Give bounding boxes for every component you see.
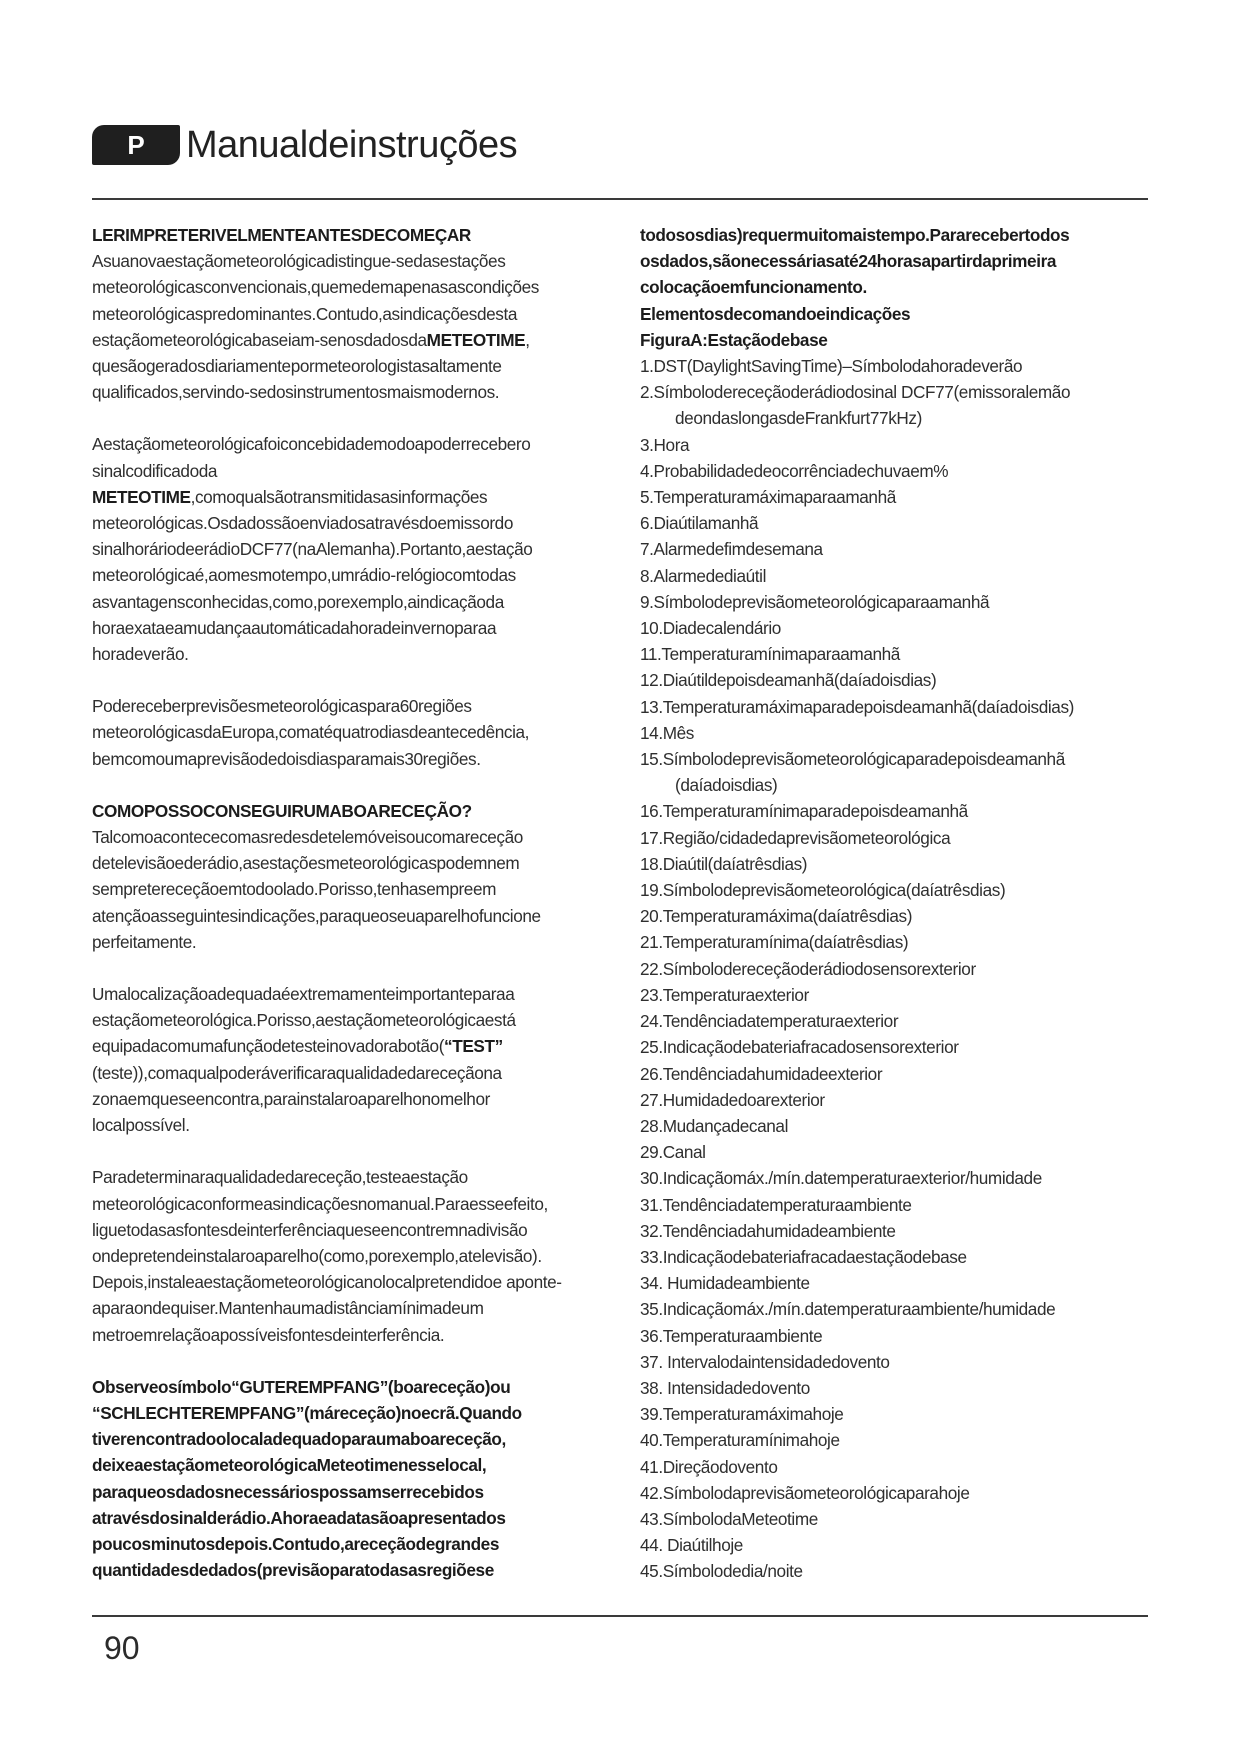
list-item: 36.Temperaturaambiente [640,1325,823,1346]
list-item: 3.Hora [640,434,690,455]
list-item: 1.DST(DaylightSavingTime)–Símbolodahoradeverão [640,356,1023,377]
list-item: 38. Intensidadedovento [640,1377,810,1398]
list-item: 31.Tendênciadatemperaturaambiente [640,1194,912,1215]
list-item: 33.Indicaçãodebateriafracadaestaçãodebase [640,1246,967,1267]
list-item: 18.Diaútil(daíatrêsdias) [640,853,808,874]
list-item: 7.Alarmedefimdesemana [640,539,823,560]
list-item: 28.Mudançadecanal [640,1115,789,1136]
reception-paragraph: Talcomoacontececomasredesdetelemóveisoucomareceção detelevisãoederádio,asestaçõesmeteorológicaspodemnem sempretereceçãoemtodoolado.Porisso,tenhasempreem atençãoasseguintesindicações,paraqueoseuaparelhofuncione perfeitamente. [92,827,541,952]
language-badge: P [92,125,180,165]
list-item: 24.Tendênciadatemperaturaexterior [640,1011,899,1032]
section-heading-read-first: LERIMPRETERIVELMENTEANTESDECOMEÇAR [92,225,471,245]
list-item: 16.Temperaturamínimaparadepoisdeamanhã [640,801,968,822]
list-item: 32.Tendênciadahumidadeambiente [640,1220,896,1241]
section-heading-reception: COMOPOSSOCONSEGUIRUMABOARECEÇÃO? [92,800,472,821]
list-item: 29.Canal [640,1142,706,1163]
list-item: 40.Temperaturamínimahoje [640,1430,840,1451]
list-item: 25.Indicaçãodebateriafracadosensorexterior [640,1037,959,1058]
reception-symbol-paragraph: Observeosímbolo“GUTEREMPFANG”(boareceção)ou “SCHLECHTEREMPFANG”(máreceção)noecrã.Quando tiverencontradoolocaladequadoparaumaboareceção, deixeaestaçãometeorológicaMeteotimenesselocal, paraqueosdadosnecessáriospossamserrecebidos atravésdosinalderádio.Ahoraeadatasãoapresentados poucosminutosdepois.Contudo,areceçãodegrandes quantidadesdedados(previsãoparatodasasregiõese [92,1376,522,1581]
list-item: 22.Símbolodereceçãoderádiodosensorexterior [640,958,976,979]
list-item: 8.Alarmedediaútil [640,565,767,586]
list-item: 2.Símbolodereceçãoderádiodosinal DCF77(emissoralemão deondaslongasdeFrankfurt77kHz) [640,382,1071,429]
right-column [640,222,1145,1585]
list-item: 5.Temperaturamáximaparaamanhã [640,487,896,508]
left-column [92,222,562,1583]
list-item: 15.Símbolodeprevisãometeorológicaparadepoisdeamanhã (daíadoisdias) [640,749,1065,796]
forecast-regions-paragraph: Podereceberprevisõesmeteorológicaspara60regiões meteorológicasdaEuropa,comatéquatrodiasdeantecedência, bemcomoumaprevisãodedoisdiasparamais30regiões. [92,696,530,769]
page-number: 90 [104,1630,140,1666]
list-item: 21.Temperaturamínima(daíatrêsdias) [640,932,909,953]
footer-divider [92,1615,1148,1617]
list-item: 34. Humidadeambiente [640,1273,810,1294]
list-item: 35.Indicaçãomáx./mín.datemperaturaambiente/humidade [640,1299,1056,1320]
list-item: 14.Mês [640,722,694,743]
list-item: 30.Indicaçãomáx./mín.datemperaturaexterior/humidade [640,1168,1042,1189]
meteotime-paragraph: Aestaçãometeorológicafoiconcebidademodoapoderrecebero sinalcodificadoda METEOTIME,comoqualsãotransmitidasasinformações meteorológicas.Osdadossãoenviadosatravésdoemissordo sinalhoráriodeerádioDCF77(naAlemanha).Portanto,aestação meteorológicaé,aomesmotempo,umrádio-relógiocomtodas asvantagensconhecidas,como,porexemplo,aindicaçãoda horaexataeamudançaautomáticadahoradeinvernoparaa horadeverão. [92,434,533,665]
list-item: 37. Intervalodaintensidadedovento [640,1351,890,1372]
figure-heading: FiguraA:Estaçãodebase [640,329,828,350]
list-item: 42.Símbolodaprevisãometeorológicaparahoje [640,1482,970,1503]
controls-list [640,353,1145,1585]
list-item: 20.Temperaturamáxima(daíatrêsdias) [640,906,913,927]
list-item: 6.Diaútilamanhã [640,513,759,534]
list-item: 41.Direçãodovento [640,1456,778,1477]
page-title: Manualdeinstruções [186,123,518,166]
list-item: 23.Temperaturaexterior [640,984,809,1005]
list-item: 13.Temperaturamáximaparadepoisdeamanhã(daíadoisdias) [640,696,1074,717]
interference-paragraph: Paradeterminaraqualidadedareceção,testeaestação meteorológicaconformeasindicaçõesnomanual.Paraesseefeito, liguetodasasfontesdeinterferênciaqueseencontremnadivisão ondepretendeinstalaroaparelho(como,porexemplo,atelevisão). Depois,instaleaestaçãometeorológicanolocalpretendidoe aponte-aparaondequiser.Mantenhaumadistânciamínimadeum metroemrelaçãoapossíveisfontesdeinterferência. [92,1167,562,1345]
section-heading-controls: Elementosdecomandoeindicações [640,303,911,324]
list-item: 12.Diaútildepoisdeamanhã(daíadoisdias) [640,670,937,691]
list-item: 27.Humidadedoarexterior [640,1089,825,1110]
continued-paragraph: todososdias)requermuitomaistempo.Pararecebertodos osdados,sãonecessáriasaté24horasapartirdaprimeira colocaçãoemfuncionamento. [640,225,1070,298]
intro-paragraph: Asuanovaestaçãometeorológicadistingue-sedasestações meteorológicasconvencionais,quemedemapenasascondições meteorológicaspredominantes.Contudo,asindicaçõesdesta estaçãometeorológicabaseiam-senosdadosdaMETEOTIME, quesãogeradosdiariamentepormeteorologistasaltamente qualificados,servindo-sedosinstrumentosmaismodernos. [92,251,539,403]
list-item: 17.Região/cidadedaprevisãometeorológica [640,827,951,848]
list-item: 44. Diaútilhoje [640,1535,743,1556]
location-paragraph: Umalocalizaçãoadequadaéextremamenteimportanteparaa estaçãometeorológica.Porisso,aestaçãometeorológicaestá equipadacomumafunçãodetesteinovadorabotão(“TEST” (teste)),comaqualpoderáverificaraqualidadedareceçãona zonaemqueseencontra,parainstalaroaparelhonomelhor localpossível. [92,984,516,1136]
list-item: 11.Temperaturamínimaparaamanhã [640,644,900,665]
list-item: 9.Símbolodeprevisãometeorológicaparaamanhã [640,591,990,612]
header-divider [92,198,1148,200]
list-item: 19.Símbolodeprevisãometeorológica(daíatrêsdias) [640,880,1006,901]
page-header [92,120,517,170]
list-item: 4.Probabilidadedeocorrênciadechuvaem% [640,460,949,481]
list-item: 10.Diadecalendário [640,618,781,639]
list-item: 26.Tendênciadahumidadeexterior [640,1063,883,1084]
list-item: 39.Temperaturamáximahoje [640,1404,844,1425]
list-item: 43.SímbolodaMeteotime [640,1508,818,1529]
list-item: 45.Símbolodedia/noite [640,1561,803,1582]
